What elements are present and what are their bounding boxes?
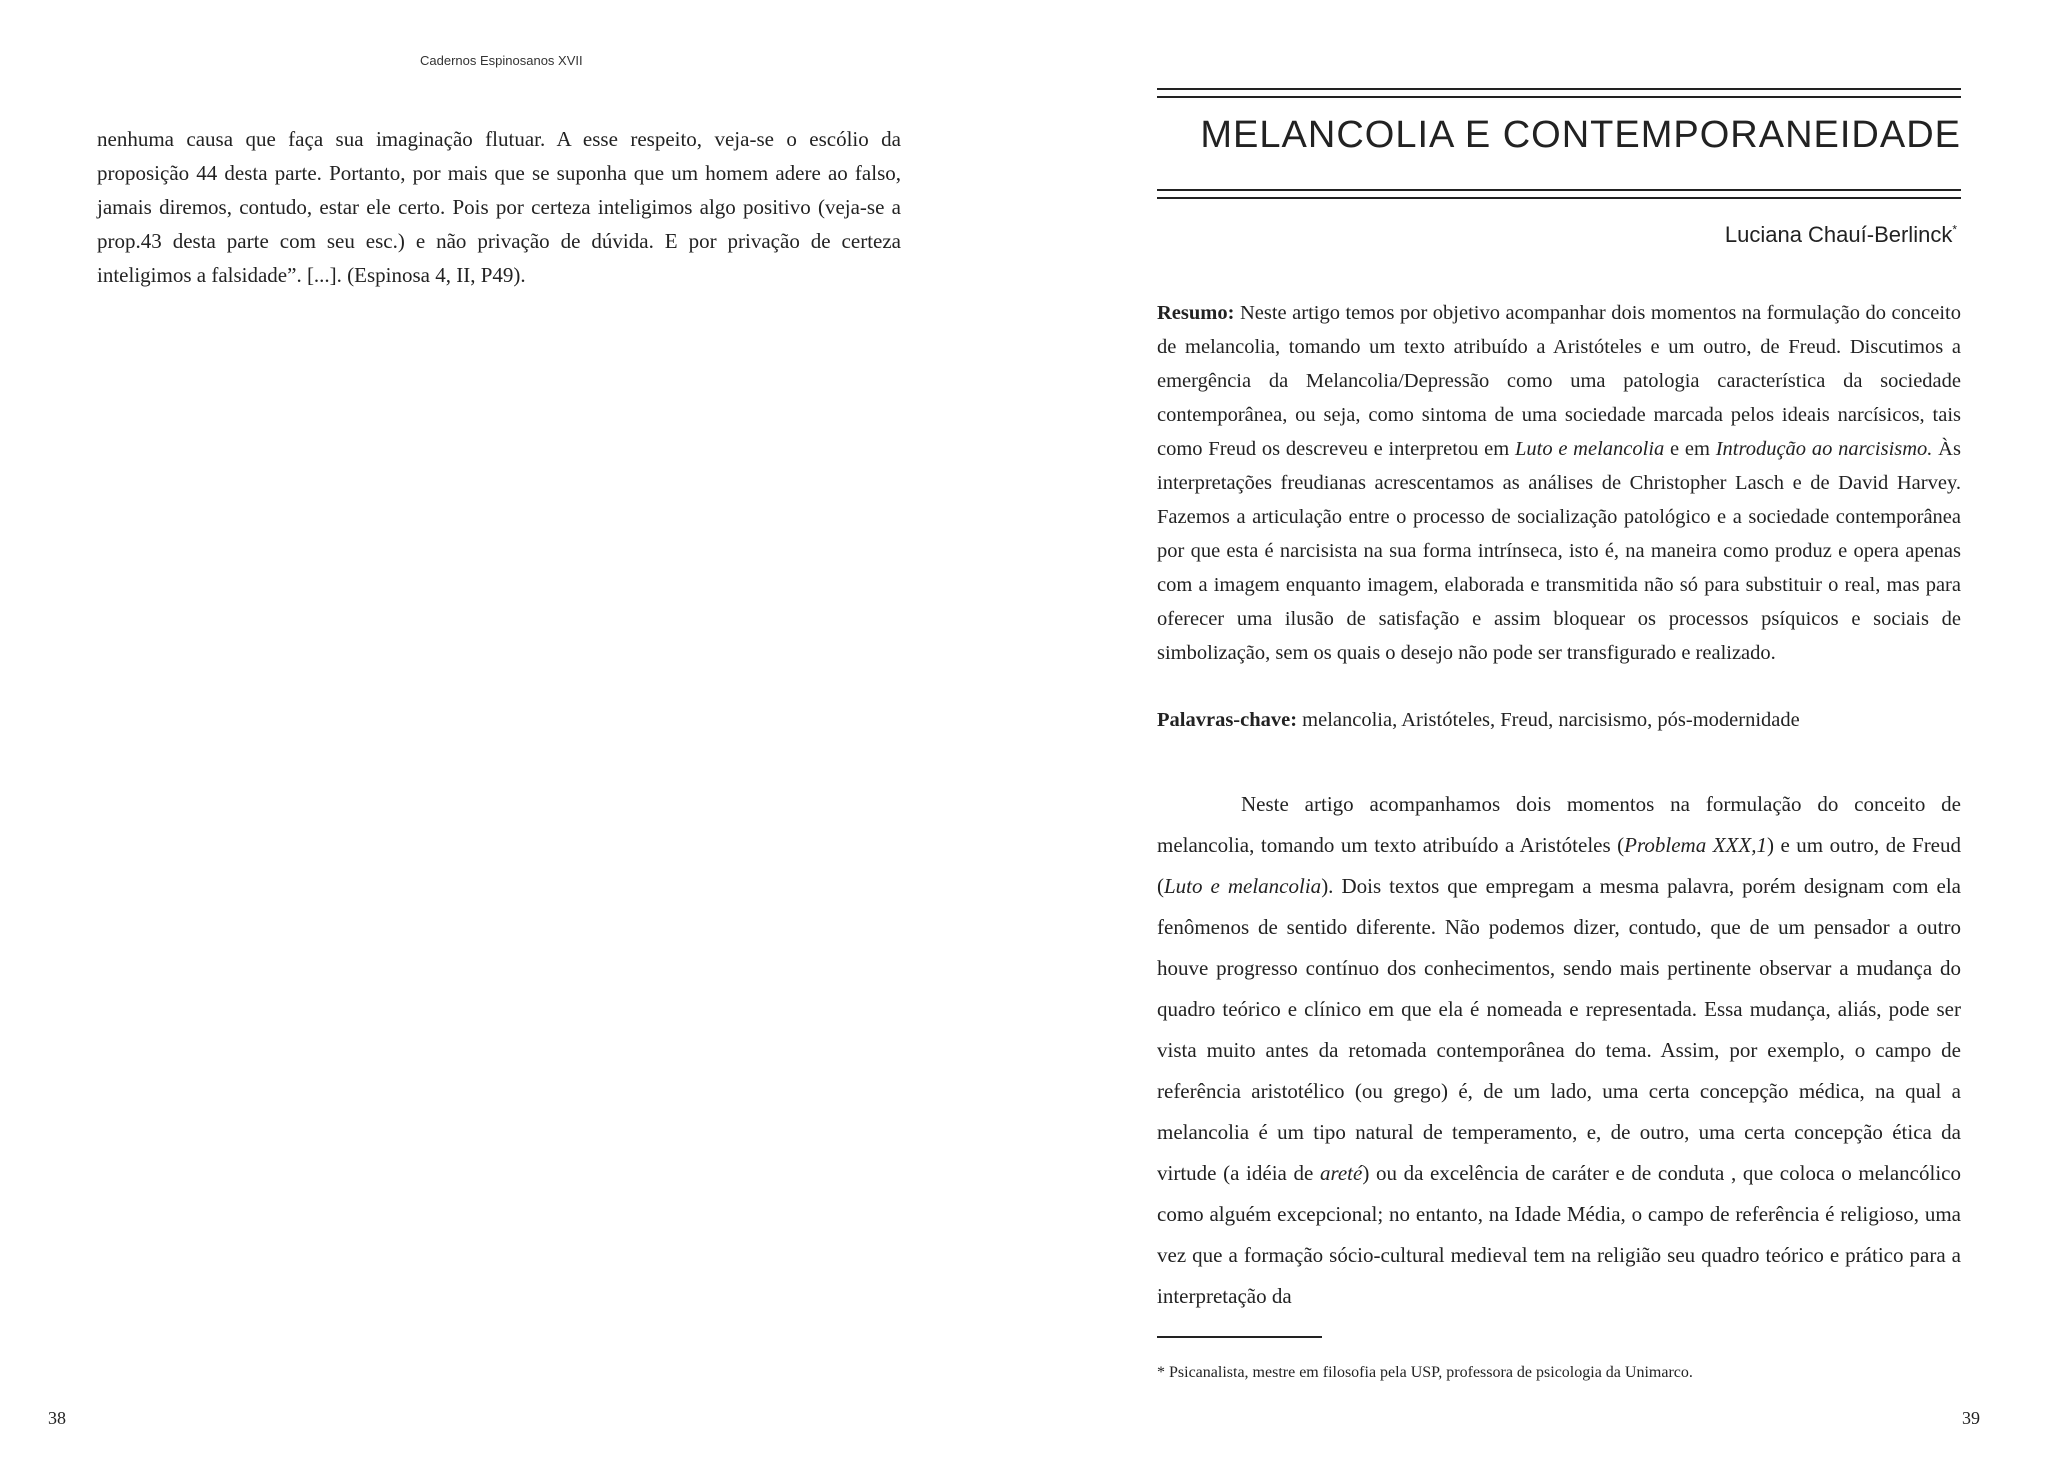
article-title: MELANCOLIA E CONTEMPORANEIDADE	[1200, 114, 1961, 156]
running-header: Cadernos Espinosanos XVII	[420, 53, 583, 68]
keywords-label: Palavras-chave:	[1157, 709, 1298, 731]
page-number-left: 38	[48, 1408, 66, 1428]
abstract-text-1: Neste artigo temos por objetivo acompanhar dois momentos na formulação do conceito de melancolia, tomando um texto atribuído a Aristóteles e um outro, de Freud. Discutimos a emergência da Melancolia/Depressão como uma patologia característica da sociedade contemporânea, ou seja, como sintoma de uma sociedade marcada pelos ideais narcísicos, tais como Freud os descreveu e interpretou em	[1157, 302, 1961, 460]
abstract-text-2: e em	[1664, 438, 1716, 460]
body-italic-2: Luto e melancolia	[1164, 874, 1322, 898]
author-name: Luciana Chauí-Berlinck	[1724, 222, 1953, 247]
left-page-text: nenhuma causa que faça sua imaginação flutuar. A esse respeito, veja-se o escólio da proposição 44 desta parte. Portanto, por mais que se suponha que um homem adere ao falso, jamais diremos, contudo, estar ele certo. Pois por certeza inteligimos algo positivo (veja-se a prop.43 desta parte com seu esc.) e não privação de dúvida. E por privação de certeza inteligimos a falsidade”. [...]. (Espinosa 4, II, P49).	[97, 127, 901, 287]
keywords-text: melancolia, Aristóteles, Freud, narcisismo, pós-modernidade	[1297, 709, 1800, 731]
abstract-italic-2: Introdução ao narcisismo.	[1715, 438, 1933, 460]
footnote: * Psicanalista, mestre em filosofia pela USP, professora de psicologia da Unimarco.	[1157, 1364, 1693, 1381]
page-number-right: 39	[1962, 1408, 1980, 1428]
abstract-italic-1: Luto e melancolia	[1514, 438, 1665, 460]
author-line	[1157, 222, 1957, 248]
body-text-4: ) ou da excelência de caráter e de conduta , que coloca o melancólico como alguém excepcional; no entanto, na Idade Média, o campo de referência é religioso, uma vez que a formação sócio-cultural medieval tem na religião seu quadro teórico e prático para a interpretação da	[1157, 1161, 1961, 1308]
abstract	[1157, 296, 1961, 670]
author-footnote-mark: *	[1952, 222, 1957, 237]
body-italic-3: areté	[1319, 1161, 1363, 1185]
title-rule-bottom	[1157, 189, 1961, 199]
abstract-text-3: Às interpretações freudianas acrescentamos as análises de Christopher Lasch e de David Harvey. Fazemos a articulação entre o processo de socialização patológico e a sociedade contemporânea por que esta é narcisista na sua forma intrínseca, isto é, na maneira como produz e opera apenas com a imagem enquanto imagem, elaborada e transmitida não só para substituir o real, mas para oferecer uma ilusão de satisfação e assim bloquear os processos psíquicos e sociais de simbolização, sem os quais o desejo não pode ser transfigurado e realizado.	[1157, 438, 1961, 664]
body-italic-1: Problema XXX,1	[1624, 833, 1767, 857]
body-text-2: ) e um outro, de Freud (	[1157, 833, 1962, 898]
abstract-label: Resumo:	[1157, 302, 1235, 324]
body-text-1: Neste artigo acompanhamos dois momentos na formulação do conceito de melancolia, tomando um texto atribuído a Aristóteles (	[1157, 792, 1961, 857]
body-paragraph	[1157, 784, 1961, 1317]
footnote-rule	[1157, 1336, 1322, 1338]
keywords	[1157, 703, 1961, 737]
title-rule-top	[1157, 88, 1961, 98]
body-text-3: ). Dois textos que empregam a mesma palavra, porém designam com ela fenômenos de sentido diferente. Não podemos dizer, contudo, que de um pensador a outro houve progresso contínuo dos conhecimentos, sendo mais pertinente observar a mudança do quadro teórico e clínico em que ela é nomeada e representada. Essa mudança, aliás, pode ser vista muito antes da retomada contemporânea do tema. Assim, por exemplo, o campo de referência aristotélico (ou grego) é, de um lado, uma certa concepção médica, na qual a melancolia é um tipo natural de temperamento, e, de outro, uma certa concepção ética da virtude (a idéia de	[1157, 874, 1961, 1185]
